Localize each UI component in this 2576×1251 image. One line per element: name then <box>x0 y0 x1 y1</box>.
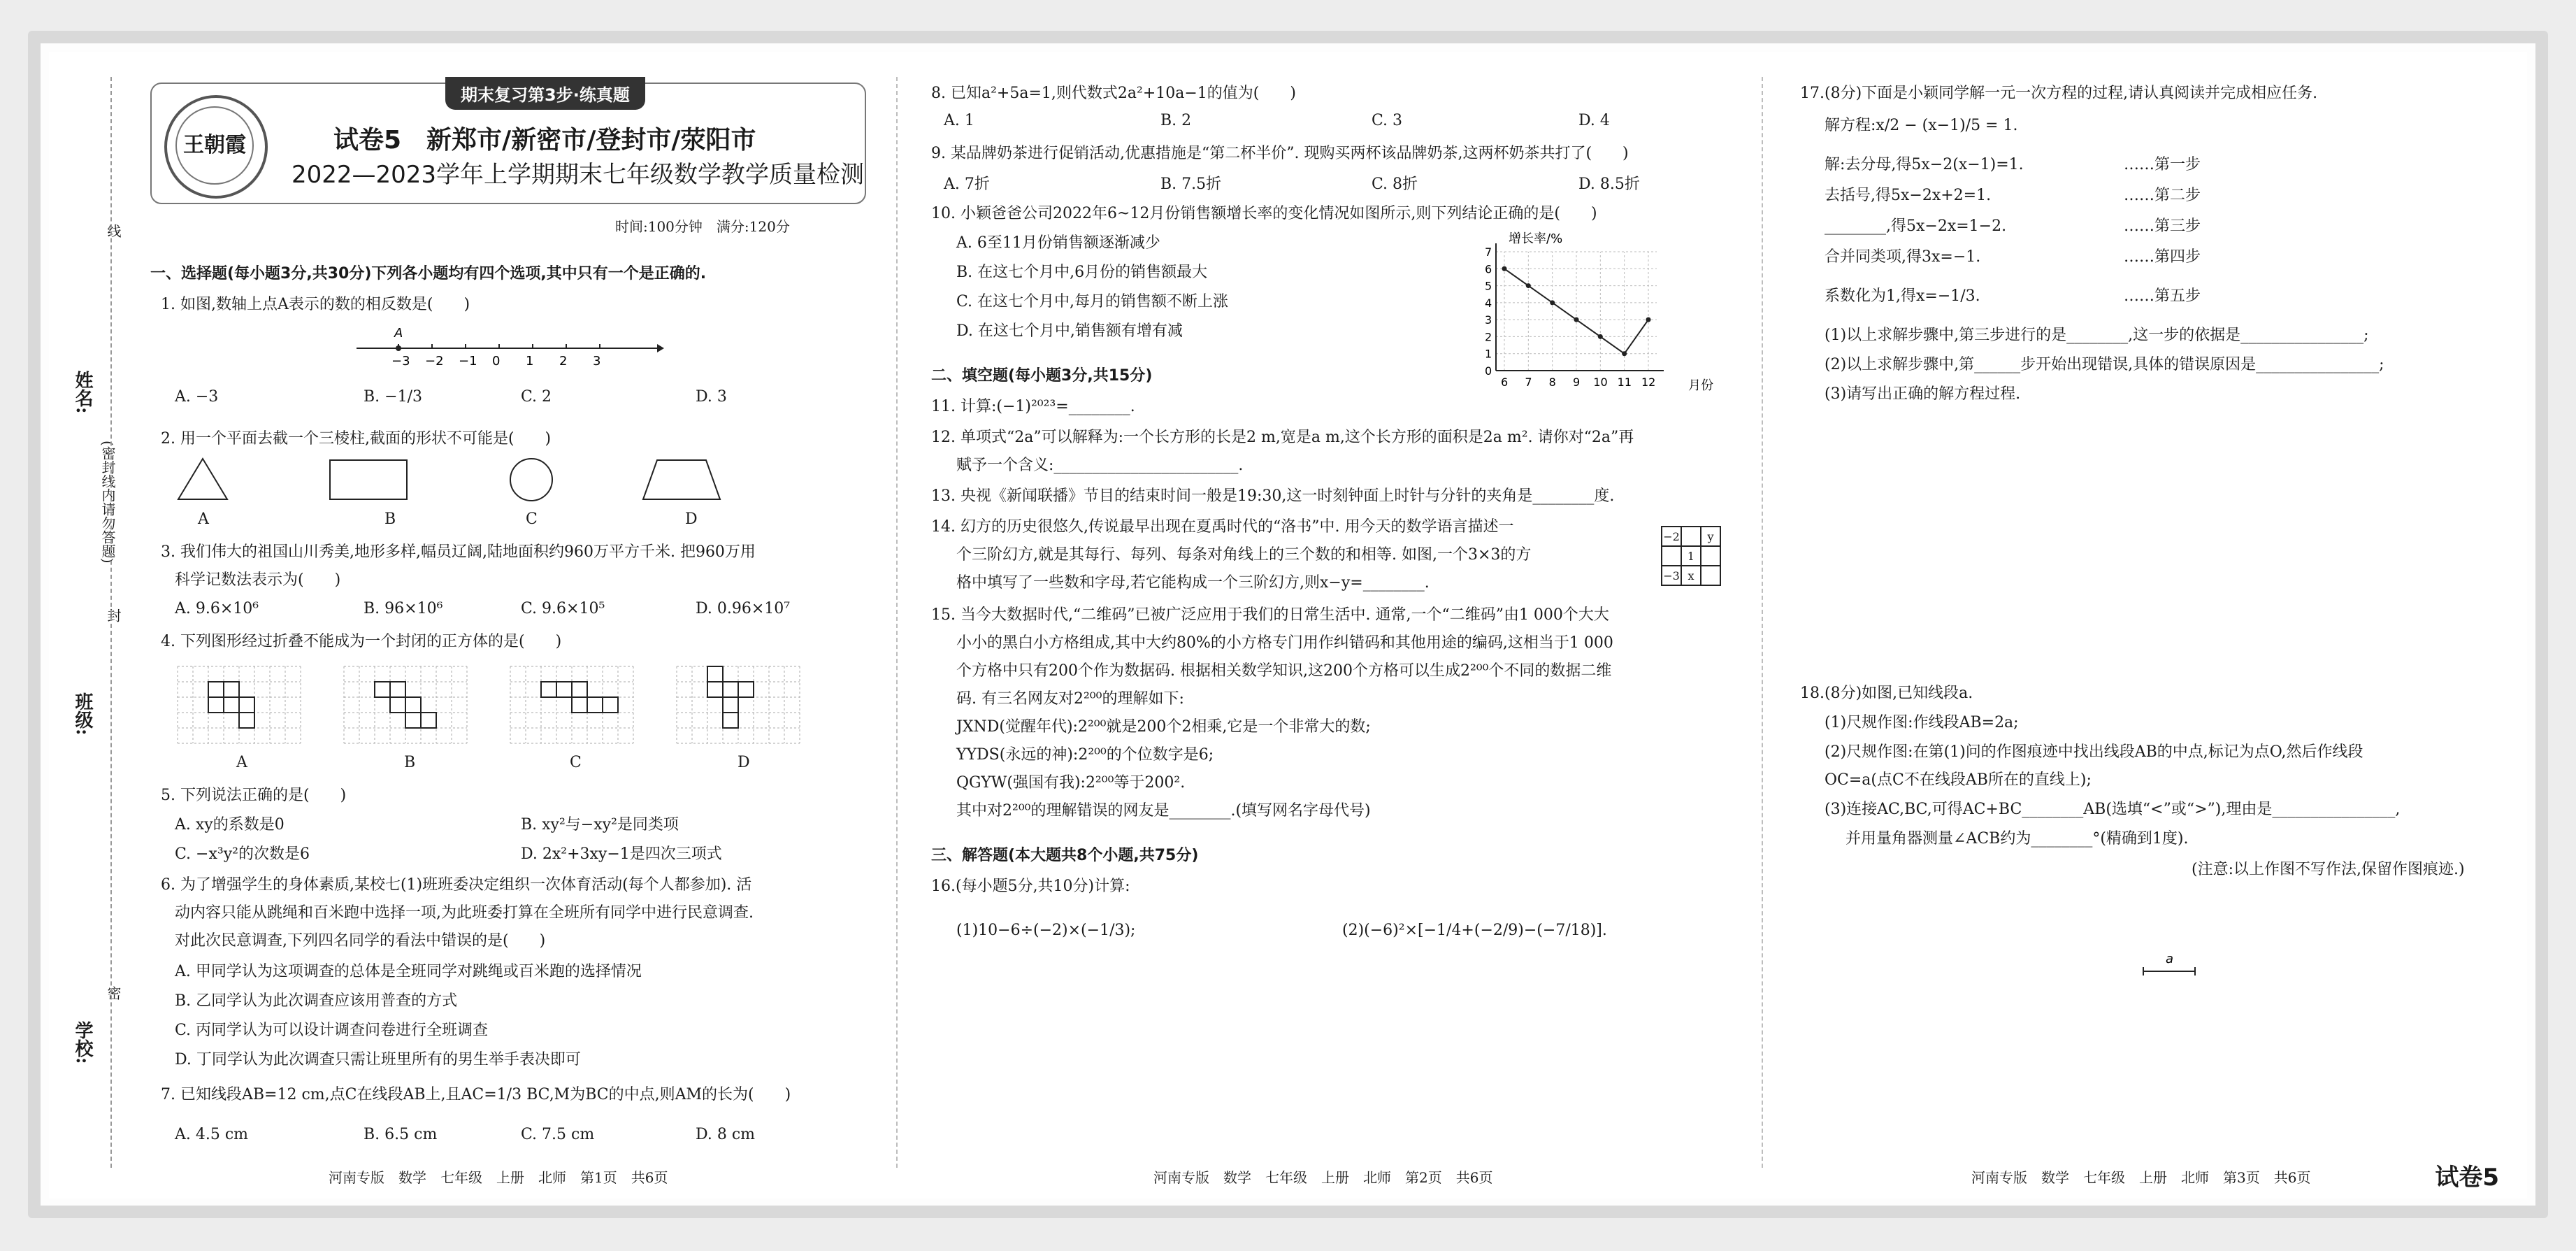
q4-label-c: C <box>570 754 582 771</box>
question-16: 16.(每小题5分,共10分)计算: <box>931 878 1130 895</box>
magic-cell <box>1701 546 1720 566</box>
q17-step-4: 合并同类项,得3x=−1. <box>1825 248 1981 266</box>
page-1-footer: 河南专版 数学 七年级 上册 北师 第1页 共6页 <box>329 1169 668 1186</box>
growth-rate-point <box>1574 317 1579 322</box>
net-square <box>405 713 421 728</box>
triangle-shape <box>178 459 227 499</box>
q2-label-b: B <box>384 510 396 528</box>
paper-number: 试卷5 <box>2435 1164 2499 1192</box>
q1-option-c: C. 2 <box>521 388 552 406</box>
question-2: 2. 用一个平面去截一个三棱柱,截面的形状不可能是( ) <box>161 430 552 448</box>
exam-header <box>150 83 866 204</box>
school-label: 学校: <box>72 1021 93 1064</box>
net-square <box>421 713 436 728</box>
chart-ytick-label: 0 <box>1485 364 1492 378</box>
chart-ytick-label: 7 <box>1485 245 1492 259</box>
name-label: 姓名: <box>72 371 93 414</box>
chart-xtick-label: 7 <box>1525 376 1532 389</box>
q1-option-d: D. 3 <box>696 388 727 406</box>
page-3-footer: 河南专版 数学 七年级 上册 北师 第3页 共6页 <box>1971 1169 2311 1186</box>
cross-section-shapes <box>175 456 734 533</box>
question-14-line2: 个三阶幻方,就是其每行、每列、每条对角线上的三个数的和相等. 如图,一个3×3的方 <box>956 546 1532 564</box>
chart-ytick-label: 3 <box>1485 313 1492 327</box>
chart-ytick-label: 1 <box>1485 347 1492 361</box>
q17-step-5-tag: ……第五步 <box>2124 287 2201 305</box>
q6-option-a: A. 甲同学认为这项调查的总体是全班同学对跳绳或百米跑的选择情况 <box>175 963 642 980</box>
growth-rate-point <box>1622 351 1627 356</box>
net-square <box>723 713 738 728</box>
q10-option-d: D. 在这七个月中,销售额有增有减 <box>956 322 1183 340</box>
exam-meta: 时间:100分钟 满分:120分 <box>615 218 790 235</box>
q17-step-2-tag: ……第二步 <box>2124 187 2201 204</box>
number-line-label: −1 <box>459 354 477 369</box>
magic-cell <box>1681 527 1701 546</box>
column-divider <box>896 77 898 1168</box>
page-2-footer: 河南专版 数学 七年级 上册 北师 第2页 共6页 <box>1153 1169 1493 1186</box>
q10-option-a: A. 6至11月份销售额逐渐减少 <box>956 234 1160 252</box>
number-line-label: 1 <box>526 354 534 369</box>
seal-note: (密封线内请勿答题) <box>99 441 116 564</box>
q9-option-d: D. 8.5折 <box>1578 176 1640 193</box>
net-square <box>375 682 390 697</box>
q6-option-b: B. 乙同学认为此次调查应该用普查的方式 <box>175 992 458 1010</box>
q4-label-b: B <box>404 754 416 771</box>
review-step-tag: 期末复习第3步·练真题 <box>445 77 645 110</box>
net-square <box>405 697 421 713</box>
rectangle-shape <box>330 460 407 499</box>
q18-task-1: (1)尺规作图:作线段AB=2a; <box>1825 714 2019 731</box>
q5-option-b: B. xy²与−xy²是同类项 <box>521 816 679 834</box>
q2-label-d: D <box>685 510 698 528</box>
magic-square <box>1661 526 1721 586</box>
net-square <box>208 682 224 697</box>
number-line-label: −3 <box>391 354 410 369</box>
number-line-label: 0 <box>492 354 501 369</box>
exam-subtitle: 2022—2023学年上学期期末七年级数学教学质量检测 <box>292 161 865 189</box>
segment-a-figure <box>2139 948 2202 982</box>
q6-option-c: C. 丙同学认为可以设计调查问卷进行全班调查 <box>175 1022 489 1039</box>
question-15-line2: 小小的黑白小方格组成,其中大约80%的小方格专门用作纠错码和其他用途的编码,这相当于1 000 <box>956 634 1613 652</box>
seal-mark: 封 <box>103 608 124 622</box>
q17-step-5: 系数化为1,得x=−1/3. <box>1825 287 1980 305</box>
question-16-part1: (1)10−6÷(−2)×(−1/3); <box>956 922 1136 939</box>
question-15-line1: 15. 当今大数据时代,“二维码”已被广泛应用于我们的日常生活中. 通常,一个“二维码”由1 000个大大 <box>931 606 1609 624</box>
q3-option-a: A. 9.6×10⁶ <box>175 600 259 617</box>
net-square <box>390 697 405 713</box>
q4-label-d: D <box>737 754 750 771</box>
q2-label-a: A <box>198 510 209 528</box>
q17-step-4-tag: ……第四步 <box>2124 248 2201 266</box>
question-5: 5. 下列说法正确的是( ) <box>161 787 347 804</box>
question-18: 18.(8分)如图,已知线段a. <box>1800 685 1973 702</box>
q3-option-d: D. 0.96×10⁷ <box>696 600 791 617</box>
q18-task-2b: OC=a(点C不在线段AB所在的直线上); <box>1825 771 2092 789</box>
question-3-line1: 3. 我们伟大的祖国山川秀美,地形多样,幅员辽阔,陆地面积约960万平方千米. 把960万用 <box>161 543 756 561</box>
q10-option-b: B. 在这七个月中,6月份的销售额最大 <box>956 264 1208 281</box>
question-15-line3: 个方格中只有200个作为数据码. 根据相关数学知识,这200个方格可以生成2²⁰⁰个不同的数据二维 <box>956 662 1612 680</box>
question-17: 17.(8分)下面是小颖同学解一元一次方程的过程,请认真阅读并完成相应任务. <box>1800 85 2318 102</box>
q17-task-2: (2)以上求解步骤中,第______步开始出现错误,具体的错误原因是________________; <box>1825 356 2384 373</box>
trapezoid-shape <box>643 460 720 499</box>
question-6-line2: 动内容只能从跳绳和百米跑中选择一项,为此班委打算在全班所有同学中进行民意调查. <box>175 904 754 922</box>
magic-cell <box>1662 546 1681 566</box>
cube-net-figures <box>175 661 825 752</box>
number-line-figure <box>350 323 664 379</box>
net-square <box>572 697 587 713</box>
q18-task-3b: 并用量角器测量∠ACB约为________°(精确到1度). <box>1845 830 2189 848</box>
growth-rate-point <box>1502 266 1507 271</box>
q5-option-c: C. −x³y²的次数是6 <box>175 845 310 863</box>
question-16-part2: (2)(−6)²×[−1/4+(−2/9)−(−7/18)]. <box>1342 922 1607 939</box>
magic-cell: x <box>1681 566 1701 585</box>
question-12-line1: 12. 单项式“2a”可以解释为:一个长方形的长是2 m,宽是a m,这个长方形的面积是2a m². 请你对“2a”再 <box>931 429 1634 446</box>
q17-step-3-tag: ……第三步 <box>2124 217 2201 235</box>
question-13: 13. 央视《新闻联播》节目的结束时间一般是19:30,这一时刻钟面上时针与分针的夹角是________度. <box>931 487 1615 505</box>
section-2-heading: 二、填空题(每小题3分,共15分) <box>931 367 1153 385</box>
net-square <box>723 697 738 713</box>
question-11: 11. 计算:(−1)²⁰²³=________. <box>931 398 1135 415</box>
question-7: 7. 已知线段AB=12 cm,点C在线段AB上,且AC=1/3 BC,M为BC的中点,则AM的长为( ) <box>161 1086 791 1103</box>
chart-ylabel: 增长率/% <box>1509 231 1563 246</box>
net-square <box>587 697 603 713</box>
q17-step-2: 去括号,得5x−2x+2=1. <box>1825 187 1992 204</box>
question-15-line6: YYDS(永远的神):2²⁰⁰的个位数字是6; <box>956 746 1214 764</box>
q17-step-3: ________,得5x−2x=1−2. <box>1825 217 2007 235</box>
magic-cell: −2 <box>1662 527 1681 546</box>
section-1-heading: 一、选择题(每小题3分,共30分)下列各小题均有四个选项,其中只有一个是正确的. <box>150 265 707 283</box>
question-15-line7: QGYW(强国有我):2²⁰⁰等于200². <box>956 774 1186 792</box>
q10-option-c: C. 在这七个月中,每月的销售额不断上涨 <box>956 293 1229 310</box>
question-6-line3: 对此次民意调查,下列四名同学的看法中错误的是( ) <box>175 932 546 950</box>
question-1: 1. 如图,数轴上点A表示的数的相反数是( ) <box>161 296 470 313</box>
number-line-label: 3 <box>593 354 601 369</box>
q4-label-a: A <box>236 754 247 771</box>
q1-option-b: B. −1/3 <box>364 388 422 406</box>
growth-rate-point <box>1646 317 1651 322</box>
question-9: 9. 某品牌奶茶进行促销活动,优惠措施是“第二杯半价”. 现购买两杯该品牌奶茶,这两杯奶茶共打了( ) <box>931 145 1629 162</box>
chart-ytick-label: 5 <box>1485 279 1492 293</box>
number-line-label: −2 <box>425 354 444 369</box>
magic-cell: y <box>1701 527 1720 546</box>
growth-rate-chart <box>1475 227 1727 395</box>
q17-step-1-tag: ……第一步 <box>2124 156 2201 173</box>
q5-option-d: D. 2x²+3xy−1是四次三项式 <box>521 845 722 863</box>
question-14-line1: 14. 幻方的历史很悠久,传说最早出现在夏禹时代的“洛书”中. 用今天的数学语言描述一 <box>931 518 1514 536</box>
net-square <box>208 697 224 713</box>
column-divider <box>1762 77 1763 1168</box>
q18-task-2: (2)尺规作图:在第(1)问的作图痕迹中找出线段AB的中点,标记为点O,然后作线段 <box>1825 743 2363 761</box>
net-square <box>707 666 723 682</box>
growth-rate-point <box>1550 300 1555 305</box>
net-square <box>603 697 618 713</box>
chart-ytick-label: 2 <box>1485 330 1492 344</box>
chart-ytick-label: 6 <box>1485 262 1492 276</box>
point-a-label: A <box>394 326 403 341</box>
q3-option-b: B. 96×10⁶ <box>364 600 443 617</box>
segment-a-label: a <box>2166 952 2174 966</box>
q9-option-b: B. 7.5折 <box>1160 176 1222 193</box>
binding-dashed-line <box>110 77 112 1168</box>
question-4: 4. 下列图形经过折叠不能成为一个封闭的正方体的是( ) <box>161 633 562 650</box>
net-square <box>224 697 239 713</box>
net-square <box>572 682 587 697</box>
question-6-line1: 6. 为了增强学生的身体素质,某校七(1)班班委决定组织一次体育活动(每个人都参加). 活 <box>161 876 752 894</box>
circle-shape <box>510 459 552 501</box>
section-3-heading: 三、解答题(本大题共8个小题,共75分) <box>931 847 1199 864</box>
net-square <box>556 682 572 697</box>
class-label: 班级: <box>72 692 93 736</box>
net-square <box>541 682 556 697</box>
exam-title: 试卷5 新郑市/新密市/登封市/荥阳市 <box>333 126 756 155</box>
net-square <box>723 682 738 697</box>
growth-rate-point <box>1526 283 1531 288</box>
logo-text: 王朝霞 <box>175 106 254 185</box>
seal-line-mark: 线 <box>103 224 124 238</box>
q17-step-1: 解:去分母,得5x−2(x−1)=1. <box>1825 156 2024 173</box>
question-14-line3: 格中填写了一些数和字母,若它能构成一个三阶幻方,则x−y=________. <box>956 574 1430 592</box>
q9-option-a: A. 7折 <box>944 176 990 193</box>
q1-option-a: A. −3 <box>175 388 219 406</box>
q3-option-c: C. 9.6×10⁵ <box>521 600 605 617</box>
number-line-label: 2 <box>559 354 568 369</box>
question-10: 10. 小颖爸爸公司2022年6~12月份销售额增长率的变化情况如图所示,则下列结论正确的是( ) <box>931 205 1597 222</box>
q17-equation: 解方程:x/2 − (x−1)/5 = 1. <box>1825 117 2018 134</box>
question-15-line5: JXND(觉醒年代):2²⁰⁰就是200个2相乘,它是一个非常大的数; <box>956 718 1371 736</box>
net-square <box>224 682 239 697</box>
brand-logo <box>164 95 268 199</box>
question-15-line4: 码. 有三名网友对2²⁰⁰的理解如下: <box>956 690 1184 708</box>
chart-ytick-label: 4 <box>1485 296 1492 310</box>
q8-option-a: A. 1 <box>944 112 974 129</box>
q17-task-3: (3)请写出正确的解方程过程. <box>1825 385 2021 403</box>
q8-option-d: D. 4 <box>1578 112 1610 129</box>
q7-option-b: B. 6.5 cm <box>364 1126 438 1143</box>
point-a-dot <box>396 345 401 351</box>
net-square <box>738 682 754 697</box>
chart-xtick-label: 12 <box>1641 376 1656 389</box>
chart-xtick-label: 11 <box>1617 376 1632 389</box>
question-12-line2: 赋予一个含义:________________________. <box>956 457 1244 474</box>
chart-xtick-label: 9 <box>1573 376 1581 389</box>
magic-cell: −3 <box>1662 566 1681 585</box>
magic-cell: 1 <box>1681 546 1701 566</box>
q8-option-c: C. 3 <box>1372 112 1403 129</box>
question-15-line8: 其中对2²⁰⁰的理解错误的网友是________.(填写网名字母代号) <box>956 802 1371 820</box>
net-square <box>390 682 405 697</box>
growth-rate-point <box>1598 334 1603 339</box>
net-square <box>239 713 254 728</box>
chart-xtick-label: 6 <box>1501 376 1509 389</box>
q6-option-d: D. 丁同学认为此次调查只需让班里所有的男生举手表决即可 <box>175 1051 581 1068</box>
q18-task-3: (3)连接AC,BC,可得AC+BC________AB(选填“<”或“>”),理由是________________, <box>1825 801 2401 818</box>
binding-strip <box>49 77 126 1168</box>
question-8: 8. 已知a²+5a=1,则代数式2a²+10a−1的值为( ) <box>931 85 1296 102</box>
chart-xtick-label: 8 <box>1548 376 1556 389</box>
q18-note: (注意:以上作图不写作法,保留作图痕迹.) <box>2192 861 2465 878</box>
q8-option-b: B. 2 <box>1160 112 1192 129</box>
q9-option-c: C. 8折 <box>1372 176 1418 193</box>
chart-xtick-label: 10 <box>1593 376 1608 389</box>
net-square <box>707 682 723 697</box>
magic-cell <box>1701 566 1720 585</box>
q2-label-c: C <box>526 510 538 528</box>
q7-option-a: A. 4.5 cm <box>175 1126 249 1143</box>
q7-option-c: C. 7.5 cm <box>521 1126 595 1143</box>
net-square <box>239 697 254 713</box>
q17-task-1: (1)以上求解步骤中,第三步进行的是________,这一步的依据是________________; <box>1825 327 2369 344</box>
secret-mark: 密 <box>103 986 124 1000</box>
q5-option-a: A. xy的系数是0 <box>175 816 285 834</box>
question-3-line2: 科学记数法表示为( ) <box>175 571 341 589</box>
chart-xlabel: 月份 <box>1688 378 1713 393</box>
q7-option-d: D. 8 cm <box>696 1126 756 1143</box>
